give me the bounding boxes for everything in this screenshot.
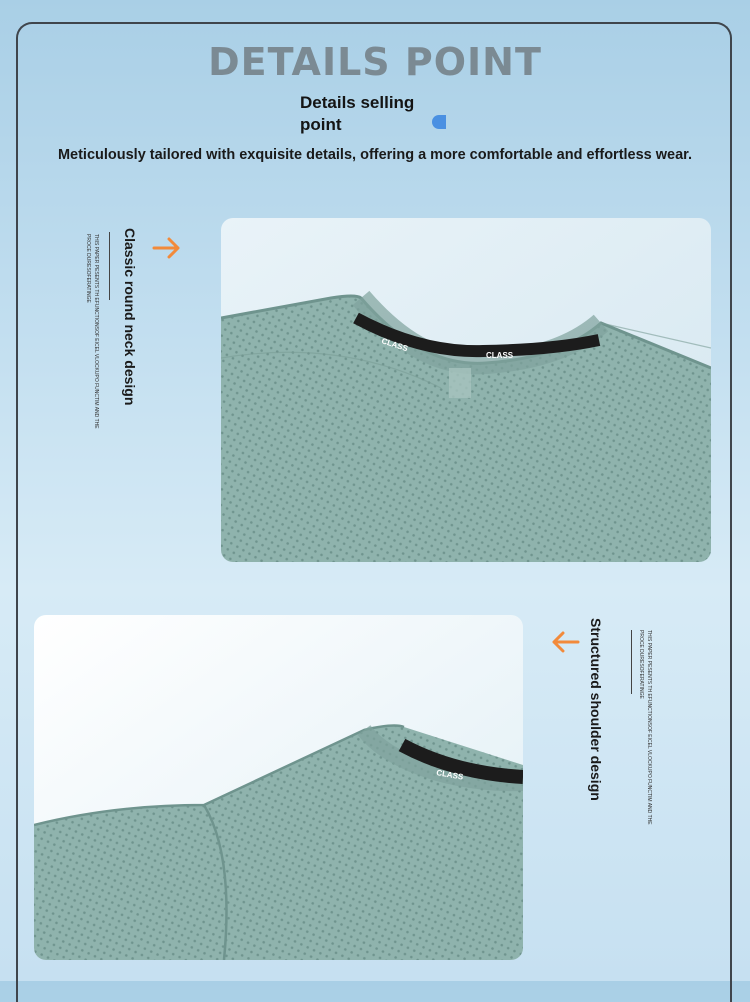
tagline: Meticulously tailored with exquisite details, offering a more comfortable and effortless wear. xyxy=(57,147,693,163)
page-title: DETAILS POINT xyxy=(208,40,542,84)
divider-line-1 xyxy=(109,232,110,300)
divider-line-2 xyxy=(631,630,632,694)
shoulder-detail-photo xyxy=(34,615,523,960)
fine-print-2-line-1: THIS PAPER PESENTS TH EFUNCTIONSOF EICEL VLOCKUPO FUNCTIM AND THE xyxy=(646,630,652,825)
fine-print-2 xyxy=(637,630,653,825)
neck-tape-text-2: CLASS xyxy=(486,351,514,360)
neck-tape-text-1: CLASS xyxy=(380,336,409,354)
fine-print-1-line-1: THIS PAPER PESENTS TH EFUNCTIONSOF EICEL VLOCKUPO FUNCTIM AND THE xyxy=(93,234,99,429)
fine-print-1-line-2: PROCE DURESOFERATINGE xyxy=(85,234,91,303)
feature-label-shoulder: Structured shoulder design xyxy=(588,618,604,801)
arrow-right-icon xyxy=(152,236,182,260)
fine-print-1 xyxy=(84,234,100,429)
neck-detail-photo xyxy=(221,218,711,562)
section-subtitle: Details selling point xyxy=(300,93,415,134)
fine-print-2-line-2: PROCE DURESOFERATINGE xyxy=(638,630,644,699)
arrow-left-icon xyxy=(550,630,580,654)
feature-label-neck: Classic round neck design xyxy=(122,228,138,406)
accent-dot xyxy=(432,115,446,129)
shoulder-tape-text: CLASS xyxy=(435,768,464,782)
